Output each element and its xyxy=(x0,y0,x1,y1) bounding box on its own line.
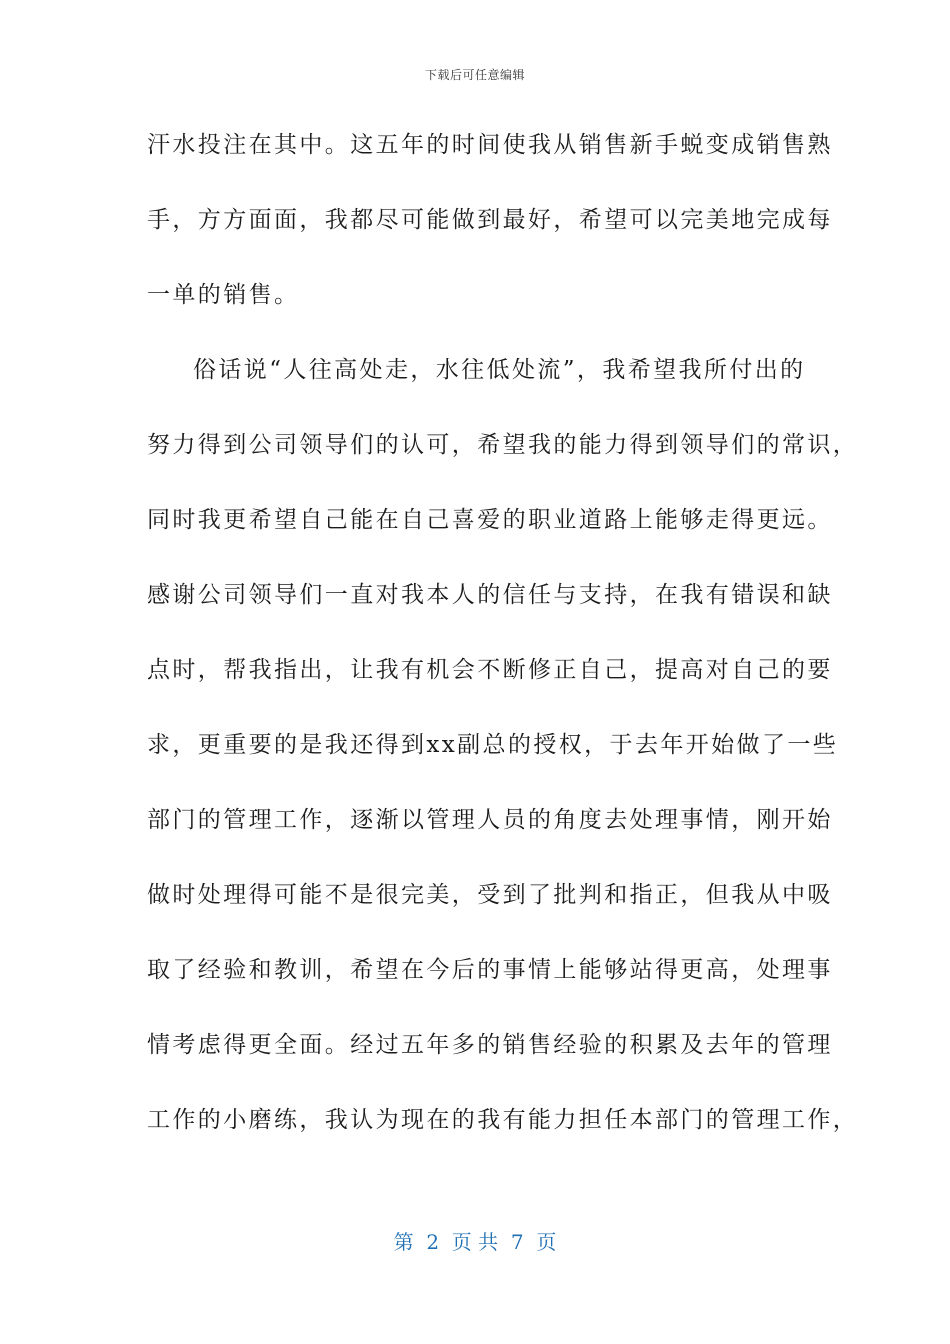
text-line: 同时我更希望自己能在自己喜爱的职业道路上能够走得更远。 xyxy=(147,507,833,533)
text-line: 求，更重要的是我还得到xx副总的授权，于去年开始做了一些 xyxy=(147,732,839,758)
text-line: 取了经验和教训，希望在今后的事情上能够站得更高，处理事 xyxy=(147,957,833,983)
text-line: 情考虑得更全面。经过五年多的销售经验的积累及去年的管理 xyxy=(147,1032,833,1058)
text-line: 感谢公司领导们一直对我本人的信任与支持，在我有错误和缺 xyxy=(147,582,833,608)
text-line-paragraph-start: 俗话说“人往高处走，水往低处流”，我希望我所付出的 xyxy=(193,357,806,383)
text-line: 工作的小磨练，我认为现在的我有能力担任本部门的管理工作， xyxy=(147,1107,859,1133)
page-header-note: 下载后可任意编辑 xyxy=(424,68,525,82)
text-line: 点时，帮我指出，让我有机会不断修正自己，提高对自己的要 xyxy=(147,657,833,683)
text-line: 做时处理得可能不是很完美，受到了批判和指正，但我从中吸 xyxy=(147,882,833,908)
text-line: 一单的销售。 xyxy=(147,282,300,308)
page-number-footer: 第 2 页 共 7 页 xyxy=(393,1230,557,1254)
text-line: 手，方方面面，我都尽可能做到最好，希望可以完美地完成每 xyxy=(147,207,833,233)
text-line: 部门的管理工作，逐渐以管理人员的角度去处理事情，刚开始 xyxy=(147,807,833,833)
document-body xyxy=(147,125,859,1175)
text-line: 努力得到公司领导们的认可，希望我的能力得到领导们的常识， xyxy=(147,432,859,458)
text-line: 汗水投注在其中。这五年的时间使我从销售新手蜕变成销售熟 xyxy=(147,132,833,158)
